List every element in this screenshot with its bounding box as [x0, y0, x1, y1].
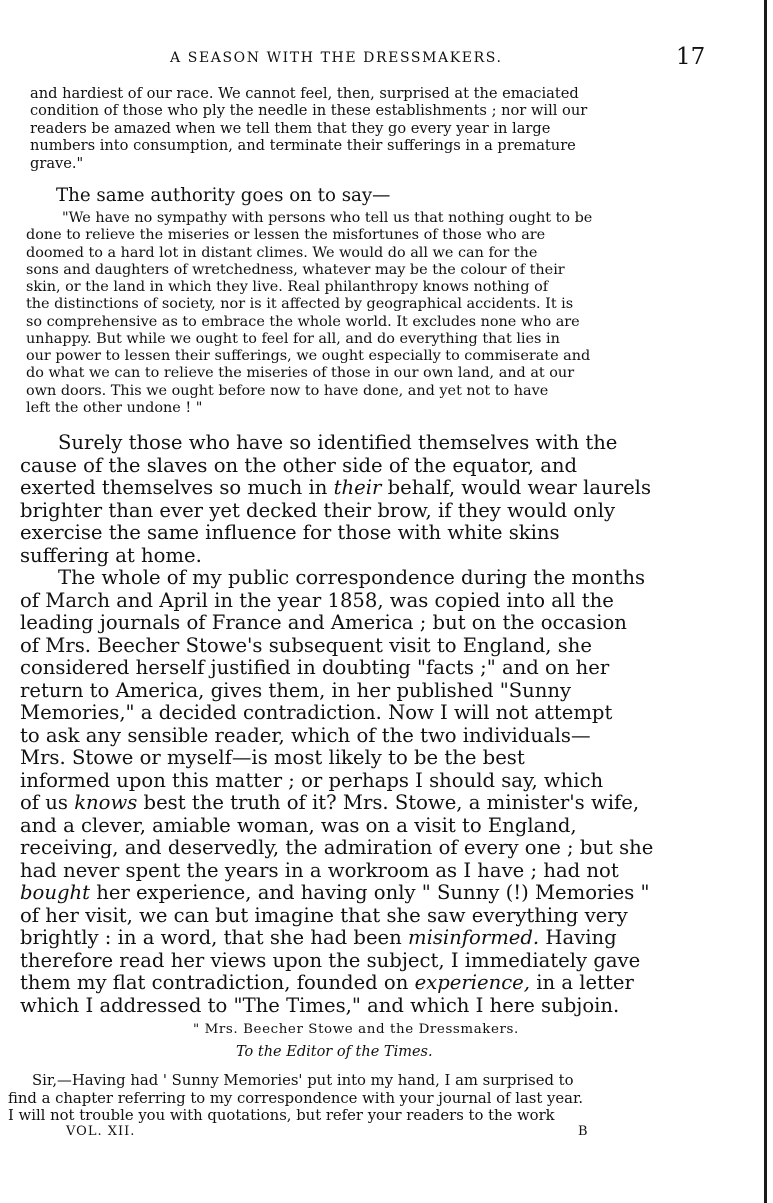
text-run: her experience, and having only " Sunny (!) Memories " [90, 881, 650, 904]
text-line: and hardiest of our race. We cannot feel, then, surprised at the emaciated [30, 85, 579, 102]
quote-line: our power to lessen their sufferings, we ought especially to commiserate and [26, 348, 591, 364]
text-line: and a clever, amiable woman, was on a visit to England, [20, 813, 577, 837]
text-run: of us [20, 791, 75, 814]
text-line: cause of the slaves on the other side of the equator, and [20, 453, 578, 477]
quote-line: left the other undone ! " [26, 399, 203, 416]
quote-line: so comprehensive as to embrace the whole world. It excludes none who are [26, 313, 580, 330]
emphasis-their: their [333, 476, 382, 499]
text-line: of Mrs. Beecher Stowe's subsequent visit to England, she [20, 633, 593, 657]
volume-signature: VOL. XII. [66, 1124, 136, 1139]
text-line: condition of those who ply the needle in these establishments ; nor will our [30, 102, 588, 120]
emphasis-bought: bought [20, 881, 90, 904]
text-line [20, 927, 773, 950]
text-line: had never spent the years in a workroom as I have ; had not [20, 858, 619, 882]
quote-line: "We have no sympathy with persons who tell us that nothing ought to be [62, 210, 593, 226]
text-run: them my flat contradiction, founded on [20, 971, 415, 994]
text-line: of her visit, we can but imagine that she saw everything very [20, 903, 628, 927]
page-number: 17 [676, 44, 706, 70]
emphasis-misinformed: misinformed. [408, 926, 540, 949]
text-line: readers be amazed when we tell them that they go every year in large [30, 119, 551, 137]
main-body-text [0, 432, 773, 1017]
quote-line: done to relieve the miseries or lessen the misfortunes of those who are [26, 227, 546, 244]
text-line: grave." [30, 154, 84, 172]
paragraph-intro-quote: The same authority goes on to say— [56, 185, 391, 206]
quote-line: skin, or the land in which they live. Real philanthropy knows nothing of [26, 279, 549, 295]
text-line: Mrs. Stowe or myself—is most likely to be the best [20, 746, 525, 769]
text-line: of March and April in the year 1858, was copied into all the [20, 588, 614, 612]
quote-line: unhappy. But while we ought to feel for all, and do everything that lies in [26, 330, 560, 347]
quote-line: sons and daughters of wretchedness, whatever may be the colour of their [26, 261, 565, 278]
text-run: brightly : in a word, that she had been [20, 926, 408, 949]
text-line [20, 882, 773, 905]
letter-line: find a chapter referring to my correspondence with your journal of last year. [8, 1089, 584, 1107]
text-line [20, 477, 773, 500]
letter-addressee: To the Editor of the Times. [236, 1044, 433, 1060]
quote-line: do what we can to relieve the miseries of those in our own land, and at our [26, 365, 575, 382]
letter-title: " Mrs. Beecher Stowe and the Dressmakers. [193, 1022, 519, 1037]
emphasis-experience: experience, [414, 971, 531, 994]
block-quote [0, 210, 773, 417]
quote-line: own doors. This we ought before now to have done, and yet not to have [26, 382, 549, 399]
running-title: A SEASON WITH THE DRESSMAKERS. [170, 50, 503, 66]
page-header [0, 44, 773, 74]
letter-line: Sir,—Having had ' Sunny Memories' put into my hand, I am surprised to [32, 1072, 574, 1089]
text-run: exerted themselves so much in [20, 476, 334, 499]
text-line: to ask any sensible reader, which of the two individuals— [20, 723, 591, 747]
text-line: The whole of my public correspondence during the months [58, 566, 646, 589]
text-line: leading journals of France and America ; but on the occasion [20, 611, 627, 634]
text-line: Surely those who have so identified themselves with the [58, 431, 618, 454]
quote-line: doomed to a hard lot in distant climes. We would do all we can for the [26, 244, 538, 261]
text-line: numbers into consumption, and terminate their sufferings in a premature [30, 137, 576, 155]
text-line [20, 972, 773, 995]
quote-line: the distinctions of society, nor is it affected by geographical accidents. It is [26, 296, 574, 313]
text-line: suffering at home. [20, 543, 202, 567]
text-run: in a letter [530, 971, 634, 994]
text-line [20, 792, 773, 815]
text-line: informed upon this matter ; or perhaps I should say, which [20, 768, 604, 792]
emphasis-knows: knows [74, 791, 138, 814]
text-run: behalf, would wear laurels [381, 476, 652, 499]
text-line: therefore read her views upon the subject, I immediately gave [20, 948, 641, 972]
text-run: best the truth of it? Mrs. Stowe, a minister's wife, [137, 791, 640, 814]
letter-line: I will not trouble you with quotations, but refer your readers to the work [8, 1107, 555, 1124]
paragraph-continued [0, 85, 773, 172]
sheet-signature: B [578, 1124, 588, 1139]
text-line: considered herself justified in doubting "facts ;" and on her [20, 656, 610, 679]
text-line: Memories," a decided contradiction. Now I will not attempt [20, 701, 613, 724]
text-line: return to America, gives them, in her published "Sunny [20, 678, 572, 702]
text-line: exercise the same influence for those with white skins [20, 521, 560, 544]
text-line: brighter than ever yet decked their brow, if they would only [20, 498, 616, 522]
letter-body [0, 1072, 773, 1125]
text-run: Having [539, 926, 617, 949]
text-line: receiving, and deservedly, the admiration of every one ; but she [20, 836, 654, 859]
text-line: which I addressed to "The Times," and which I here subjoin. [20, 993, 620, 1017]
